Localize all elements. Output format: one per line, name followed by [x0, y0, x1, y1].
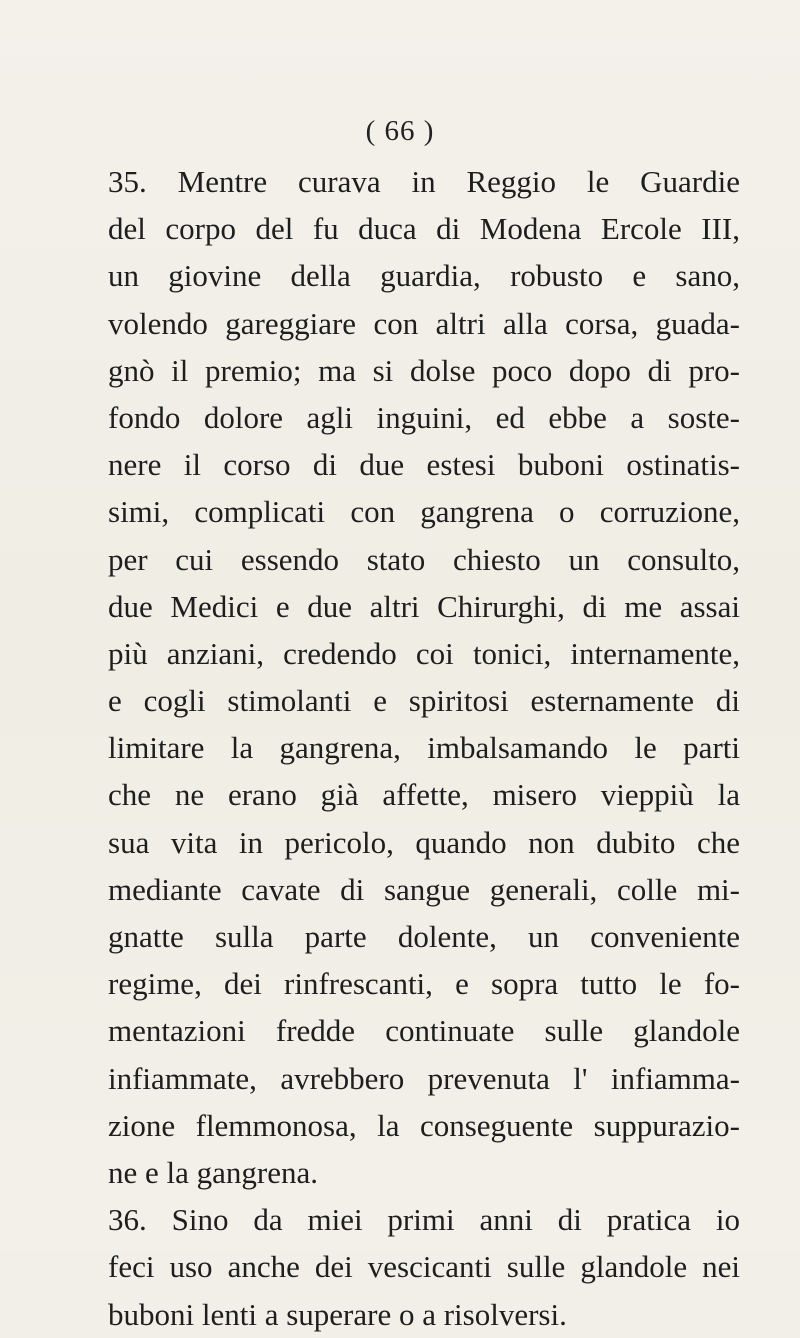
- text-line: feci uso anche dei vescicanti sulle glandole nei: [108, 1249, 740, 1285]
- text-line: volendo gareggiare con altri alla corsa, guada-: [108, 305, 740, 341]
- text-line: e cogli stimolanti e spiritosi esternamente di: [108, 683, 740, 719]
- text-line: ne e la gangrena.: [108, 1154, 318, 1190]
- text-line: un giovine della guardia, robusto e sano,: [108, 258, 740, 294]
- text-line: due Medici e due altri Chirurghi, di me assai: [108, 588, 740, 624]
- text-line: infiammate, avrebbero prevenuta l' infiamma-: [108, 1060, 740, 1096]
- text-line: sua vita in pericolo, quando non dubito che: [108, 824, 740, 860]
- text-line: gnatte sulla parte dolente, un conveniente: [108, 919, 740, 954]
- text-line: limitare la gangrena, imbalsamando le parti: [108, 730, 740, 766]
- text-line: zione flemmonosa, la conseguente suppurazio-: [108, 1107, 740, 1143]
- text-line: del corpo del fu duca di Modena Ercole III,: [108, 211, 740, 247]
- body-text: [108, 158, 740, 1338]
- text-line: simi, complicati con gangrena o corruzione,: [108, 494, 740, 530]
- text-line: mentazioni fredde continuate sulle glandole: [108, 1013, 740, 1049]
- text-line: mediante cavate di sangue generali, colle mi-: [108, 871, 740, 907]
- text-line: gnò il premio; ma si dolse poco dopo di pro-: [108, 352, 740, 388]
- text-line: più anziani, credendo coi tonici, internamente,: [108, 635, 740, 671]
- text-line: regime, dei rinfrescanti, e sopra tutto le fo-: [108, 966, 740, 1002]
- text-line: nere il corso di due estesi buboni ostinatis-: [108, 447, 740, 483]
- text-line: per cui essendo stato chiesto un consulto,: [108, 541, 740, 577]
- text-line: fondo dolore agli inguini, ed ebbe a soste-: [108, 399, 740, 435]
- text-line: che ne erano già affette, misero vieppiù la: [108, 777, 740, 813]
- text-line: 36. Sino da miei primi anni di pratica io: [108, 1202, 740, 1238]
- page-number: ( 66 ): [365, 115, 435, 147]
- text-line: 35. Mentre curava in Reggio le Guardie: [108, 164, 740, 199]
- text-line: buboni lenti a superare o a risolversi.: [108, 1296, 567, 1332]
